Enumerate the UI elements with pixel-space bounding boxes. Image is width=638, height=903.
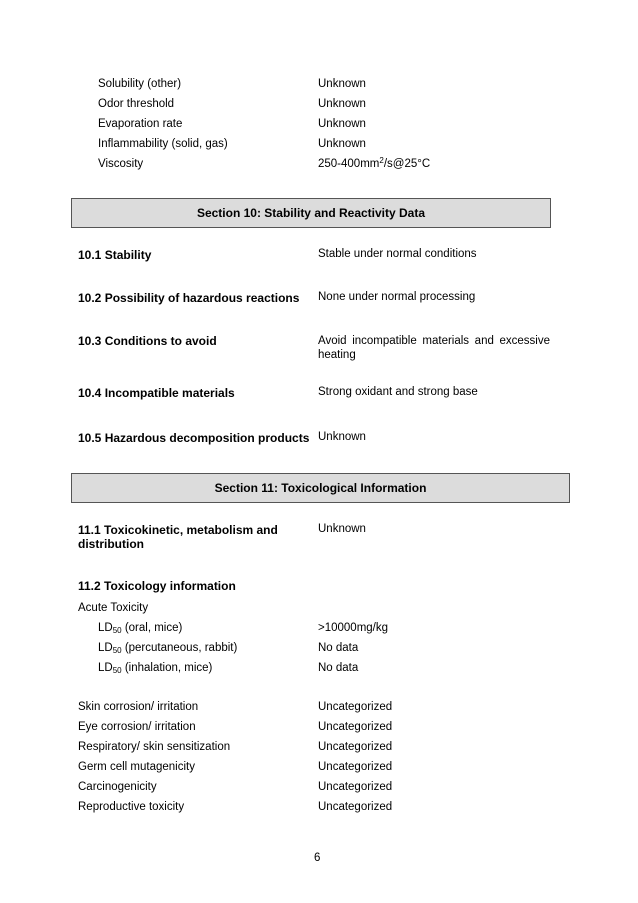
- viscosity-value: [318, 158, 430, 170]
- toxicokinetic-value: Unknown: [318, 523, 366, 535]
- decomposition-products-label: 10.5 Hazardous decomposition products: [78, 431, 310, 445]
- viscosity-exponent: 2: [379, 156, 384, 165]
- property-label: Solubility (other): [98, 78, 182, 90]
- hazard-value: Uncategorized: [318, 761, 393, 773]
- stability-label: 10.1 Stability: [78, 248, 152, 262]
- hazard-value: Uncategorized: [318, 781, 393, 793]
- hazard-label: Reproductive toxicity: [78, 801, 185, 813]
- incompatible-materials-label: 10.4 Incompatible materials: [78, 386, 235, 400]
- toxicology-info-label: 11.2 Toxicology information: [78, 579, 236, 593]
- hazard-value: Uncategorized: [318, 801, 393, 813]
- hazard-value: Uncategorized: [318, 721, 393, 733]
- property-label: Inflammability (solid, gas): [98, 138, 228, 150]
- hazard-value: Uncategorized: [318, 741, 393, 753]
- stability-value: Stable under normal conditions: [318, 248, 477, 260]
- property-value: Unknown: [318, 118, 366, 130]
- ld-prefix: LD: [98, 662, 113, 674]
- hazard-value: Uncategorized: [318, 701, 393, 713]
- hazard-label: Skin corrosion/ irritation: [78, 701, 199, 713]
- hazard-label: Eye corrosion/ irritation: [78, 721, 196, 733]
- toxicokinetic-label: 11.1 Toxicokinetic, metabolism and distribution: [78, 523, 278, 551]
- ld50-route-label: [98, 642, 237, 655]
- ld-subscript: 50: [112, 666, 122, 675]
- conditions-to-avoid-value: Avoid incompatible materials and excessive heating: [318, 335, 550, 361]
- ld50-route: (percutaneous, rabbit): [124, 642, 238, 654]
- property-value: Unknown: [318, 98, 366, 110]
- ld-prefix: LD: [98, 642, 113, 654]
- ld-subscript: 50: [112, 646, 122, 655]
- ld50-route-label: [98, 622, 182, 635]
- hazard-label: Carcinogenicity: [78, 781, 157, 793]
- ld50-route: (oral, mice): [124, 622, 183, 634]
- ld-subscript: 50: [112, 626, 122, 635]
- hazard-label: Germ cell mutagenicity: [78, 761, 195, 773]
- property-value: Unknown: [318, 138, 366, 150]
- property-label: Odor threshold: [98, 98, 175, 110]
- section-10-header: Section 10: Stability and Reactivity Data: [71, 198, 551, 228]
- ld50-value: No data: [318, 642, 359, 654]
- hazard-label: Respiratory/ skin sensitization: [78, 741, 231, 753]
- hazardous-reactions-value: None under normal processing: [318, 291, 476, 303]
- section-11-header: Section 11: Toxicological Information: [71, 473, 570, 503]
- viscosity-value-unit: /s@25°C: [383, 158, 431, 170]
- viscosity-value-main: 250-400mm: [318, 158, 380, 170]
- page-number: 6: [314, 852, 321, 864]
- property-label: Viscosity: [98, 158, 144, 170]
- ld50-value: >10000mg/kg: [318, 622, 389, 634]
- property-value: Unknown: [318, 78, 366, 90]
- conditions-to-avoid-label: 10.3 Conditions to avoid: [78, 334, 217, 348]
- incompatible-materials-value: Strong oxidant and strong base: [318, 386, 478, 398]
- acute-toxicity-label: Acute Toxicity: [78, 602, 149, 614]
- decomposition-products-value: Unknown: [318, 431, 366, 443]
- ld50-route: (inhalation, mice): [124, 662, 213, 674]
- ld-prefix: LD: [98, 622, 113, 634]
- ld50-value: No data: [318, 662, 359, 674]
- ld50-route-label: [98, 662, 212, 675]
- property-label: Evaporation rate: [98, 118, 183, 130]
- hazardous-reactions-label: 10.2 Possibility of hazardous reactions: [78, 291, 300, 305]
